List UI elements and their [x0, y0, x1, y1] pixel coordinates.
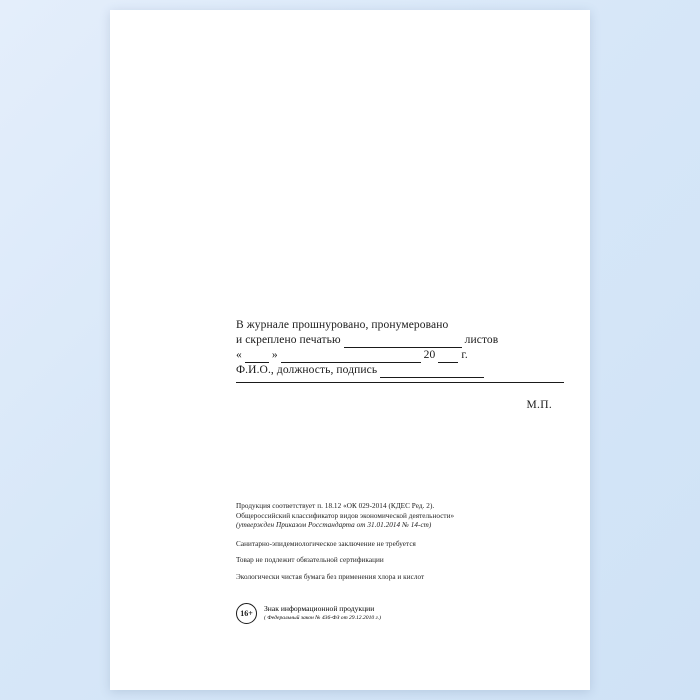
- legal-line: Товар не подлежит обязательной сертификации: [236, 556, 384, 565]
- certification-line-2-suffix: листов: [464, 334, 499, 346]
- document-page: [110, 10, 590, 690]
- certification-line-1-text: В журнале прошнуровано, пронумеровано: [236, 319, 449, 331]
- certification-block: [236, 318, 566, 411]
- legal-line: Общероссийский классификатор видов экономической деятельности»: [236, 511, 455, 520]
- year-prefix: 20: [423, 349, 436, 361]
- certification-line-1: [236, 318, 566, 333]
- legal-spacer: [236, 549, 576, 556]
- legal-line: Санитарно-эпидемиологическое заключение не требуется: [236, 539, 416, 548]
- legal-block: [236, 502, 576, 583]
- legal-spacer: [236, 531, 576, 540]
- age-badge-icon: 16+: [236, 603, 257, 624]
- stamp-place: М.П.: [526, 399, 552, 411]
- date-quote-close: »: [271, 349, 278, 361]
- page-content: [110, 10, 590, 690]
- certification-line-2-prefix: и скреплено печатью: [236, 334, 341, 346]
- year-suffix: г.: [461, 349, 468, 361]
- signature-rule: [236, 381, 564, 383]
- certification-line-4: [236, 363, 566, 378]
- signature-blank: [380, 377, 484, 378]
- age-mark: [236, 602, 381, 624]
- certification-line-3: [236, 348, 566, 363]
- date-quote-open: «: [236, 349, 242, 361]
- signatory-label: Ф.И.О., должность, подпись: [236, 364, 378, 376]
- legal-line: Экологически чистая бумага без применения хлора и кислот: [236, 572, 425, 581]
- certification-line-2: [236, 333, 566, 348]
- age-mark-text: [264, 602, 381, 622]
- legal-line: Продукция соответствует п. 18.12 «ОК 029-2014 (КДЕС Ред. 2).: [236, 502, 435, 510]
- legal-line: (утвержден Приказом Росстандарта от 31.01.2014 № 14-ст): [236, 521, 432, 530]
- age-mark-title: Знак информационной продукции: [264, 604, 375, 613]
- legal-spacer: [236, 566, 576, 573]
- age-mark-subtitle: ( Федеральный закон № 436-ФЗ от 29.12.2010 г.): [264, 615, 381, 621]
